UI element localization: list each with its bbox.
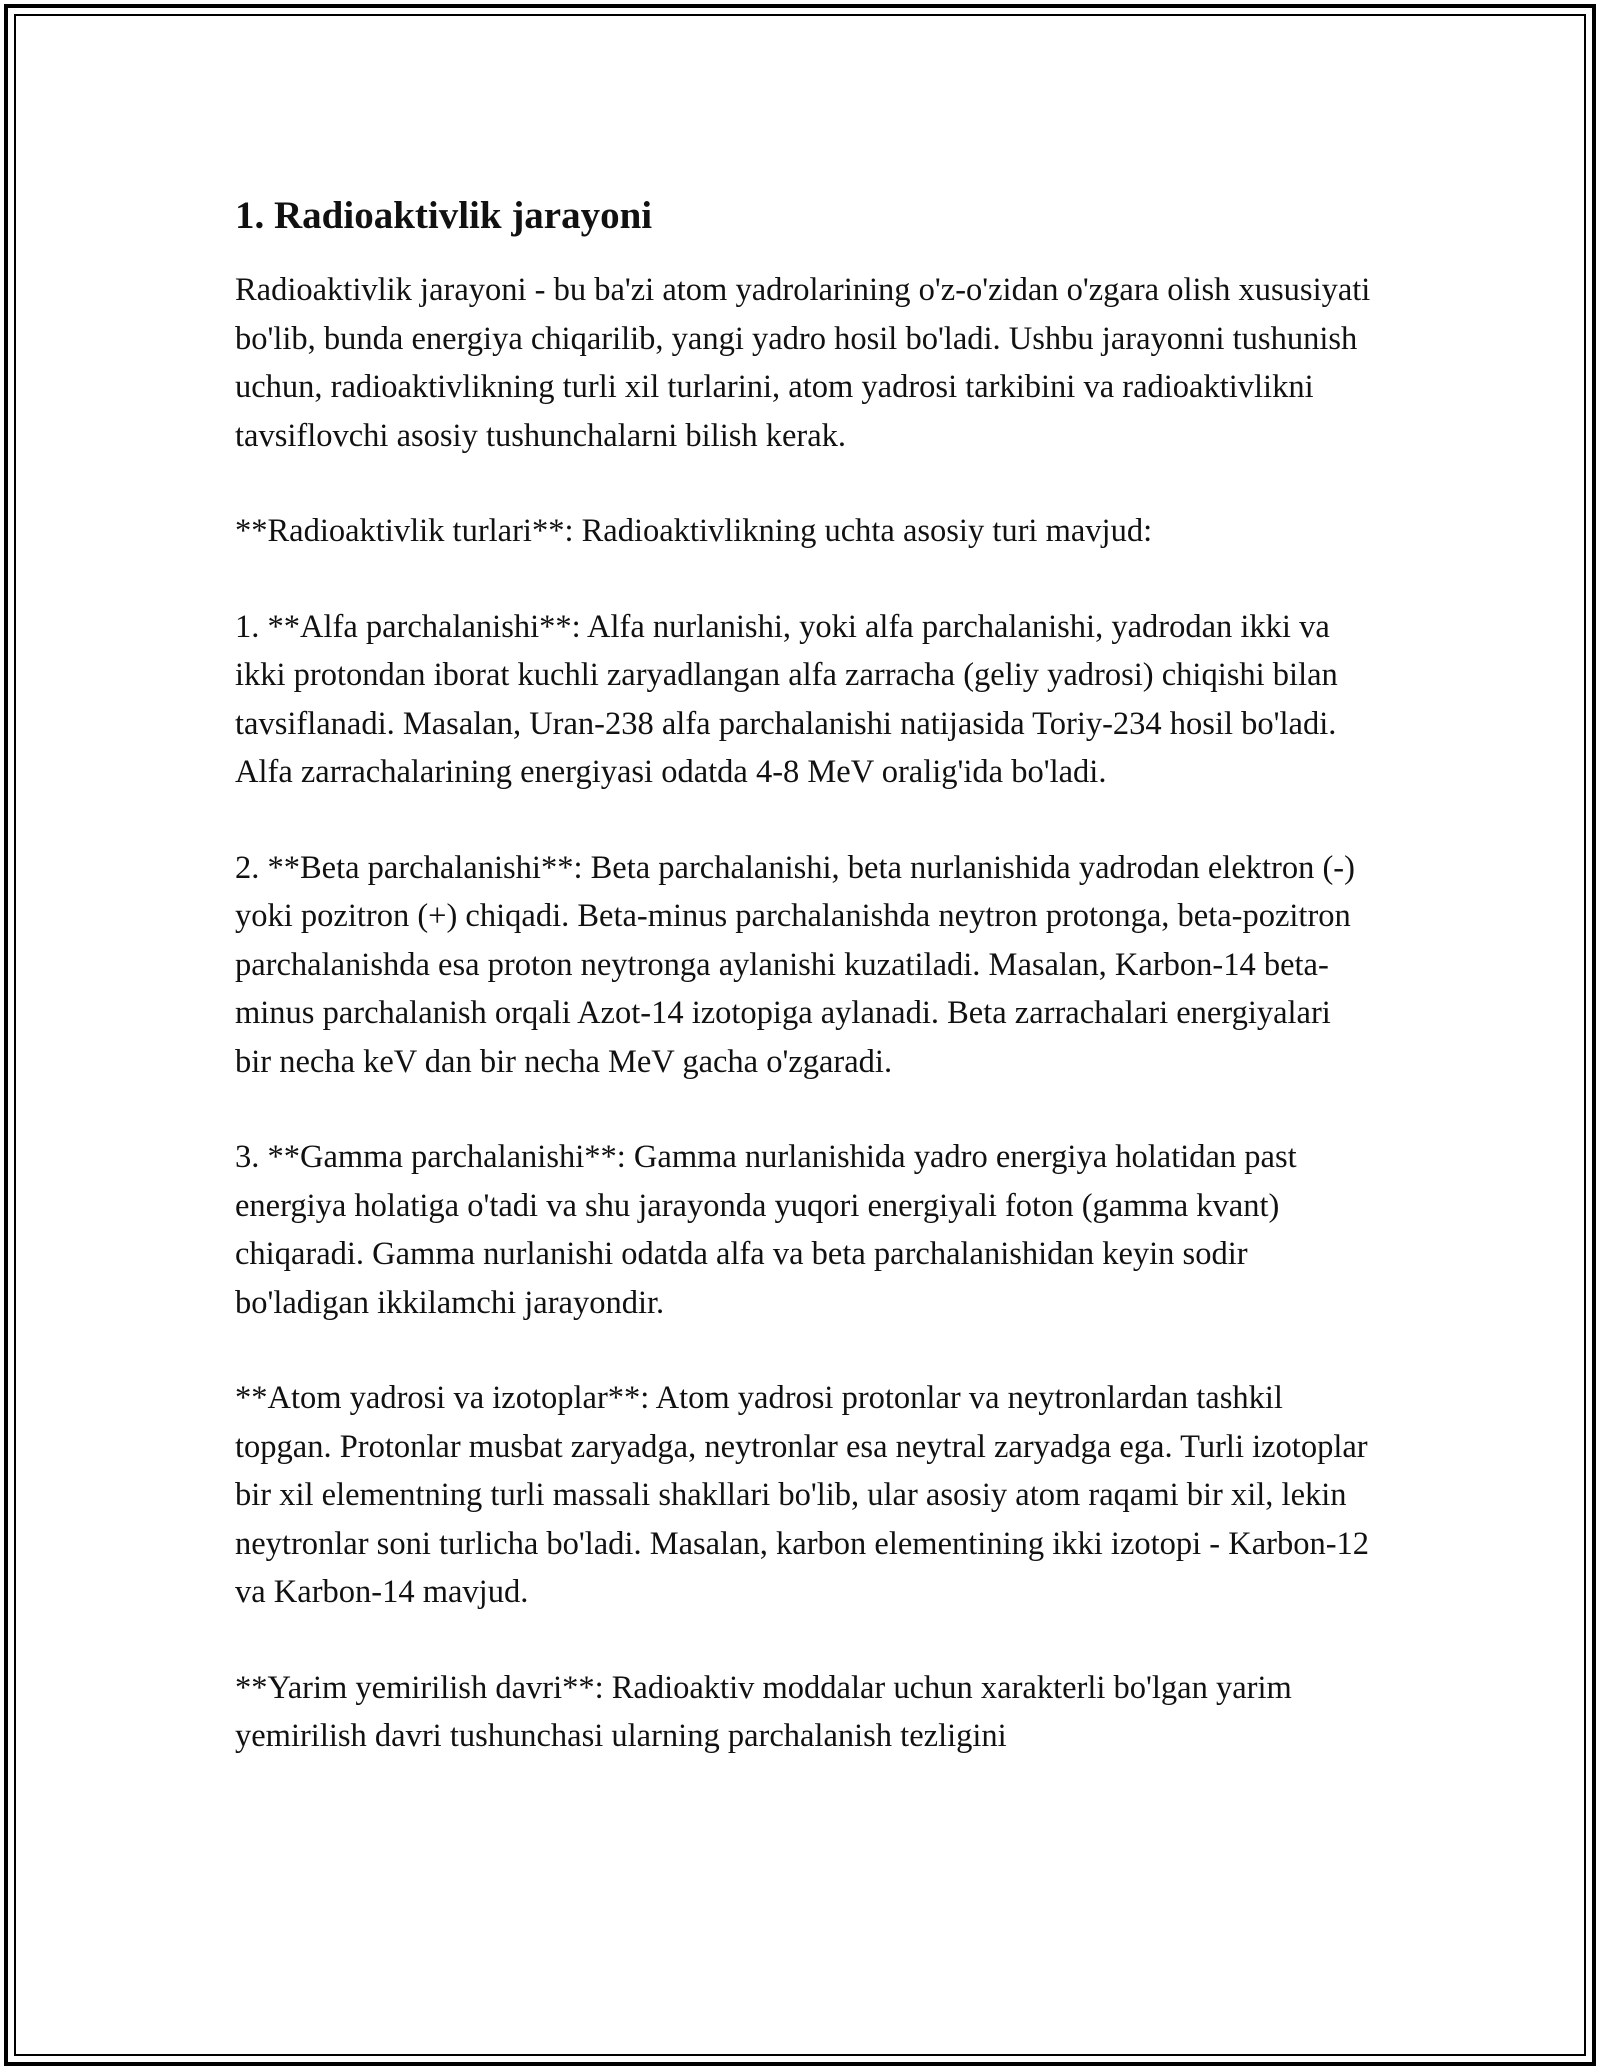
paragraph-gamma: 3. **Gamma parchalanishi**: Gamma nurlanishida yadro energiya holatidan past energiya holatiga o'tadi va shu jarayonda yuqori energiyali foton (gamma kvant) chiqaradi. Gamma nurlanishi odatda alfa va beta parchalanishidan keyin sodir bo'ladigan ikkilamchi jarayondir. bbox=[235, 1139, 1297, 1321]
paragraph-beta: 2. **Beta parchalanishi**: Beta parchalanishi, beta nurlanishida yadrodan elektron (-) yoki pozitron (+) chiqadi. Beta-minus parchalanishda neytron protonga, beta-pozitron parchalanishda esa proton neytronga aylanishi kuzatiladi. Masalan, Karbon-14 beta-minus parchalanish orqali Azot-14 izotopiga aylanadi. Beta zarrachalari energiyalari bir necha keV dan bir necha MeV gacha o'zgaradi. bbox=[235, 849, 1355, 1080]
document-body bbox=[235, 188, 1375, 1761]
section-heading: 1. Radioaktivlik jarayoni bbox=[235, 194, 653, 237]
paragraph-half-life: **Yarim yemirilish davri**: Radioaktiv moddalar uchun xarakterli bo'lgan yarim yemirilish davri tushunchasi ularning parchalanish tezligini bbox=[235, 1669, 1292, 1754]
paragraph-nucleus-isotopes: **Atom yadrosi va izotoplar**: Atom yadrosi protonlar va neytronlardan tashkil topgan. Protonlar musbat zaryadga, neytronlar esa neytral zaryadga ega. Turli izotoplar bir xil elementning turli massali shakllari bo'lib, ular asosiy atom raqami bir xil, lekin neytronlar soni turlicha bo'ladi. Masalan, karbon elementining ikki izotopi - Karbon-12 va Karbon-14 mavjud. bbox=[235, 1380, 1370, 1610]
paragraph-intro: Radioaktivlik jarayoni - bu ba'zi atom yadrolarining o'z-o'zidan o'zgara olish xususiyati bo'lib, bunda energiya chiqarilib, yangi yadro hosil bo'ladi. Ushbu jarayonni tushunish uchun, radioaktivlikning turli xil turlarini, atom yadrosi tarkibini va radioaktivlikni tavsiflovchi asosiy tushunchalarni bilish kerak. bbox=[235, 272, 1371, 454]
paragraph-alpha: 1. **Alfa parchalanishi**: Alfa nurlanishi, yoki alfa parchalanishi, yadrodan ikki va ikki protondan iborat kuchli zaryadlangan alfa zarracha (geliy yadrosi) chiqishi bilan tavsiflanadi. Masalan, Uran-238 alfa parchalanishi natijasida Toriy-234 hosil bo'ladi. Alfa zarrachalarining energiyasi odatda 4-8 MeV oralig'ida bo'ladi. bbox=[235, 608, 1338, 790]
paragraph-types-intro: **Radioaktivlik turlari**: Radioaktivlikning uchta asosiy turi mavjud: bbox=[235, 513, 1153, 549]
